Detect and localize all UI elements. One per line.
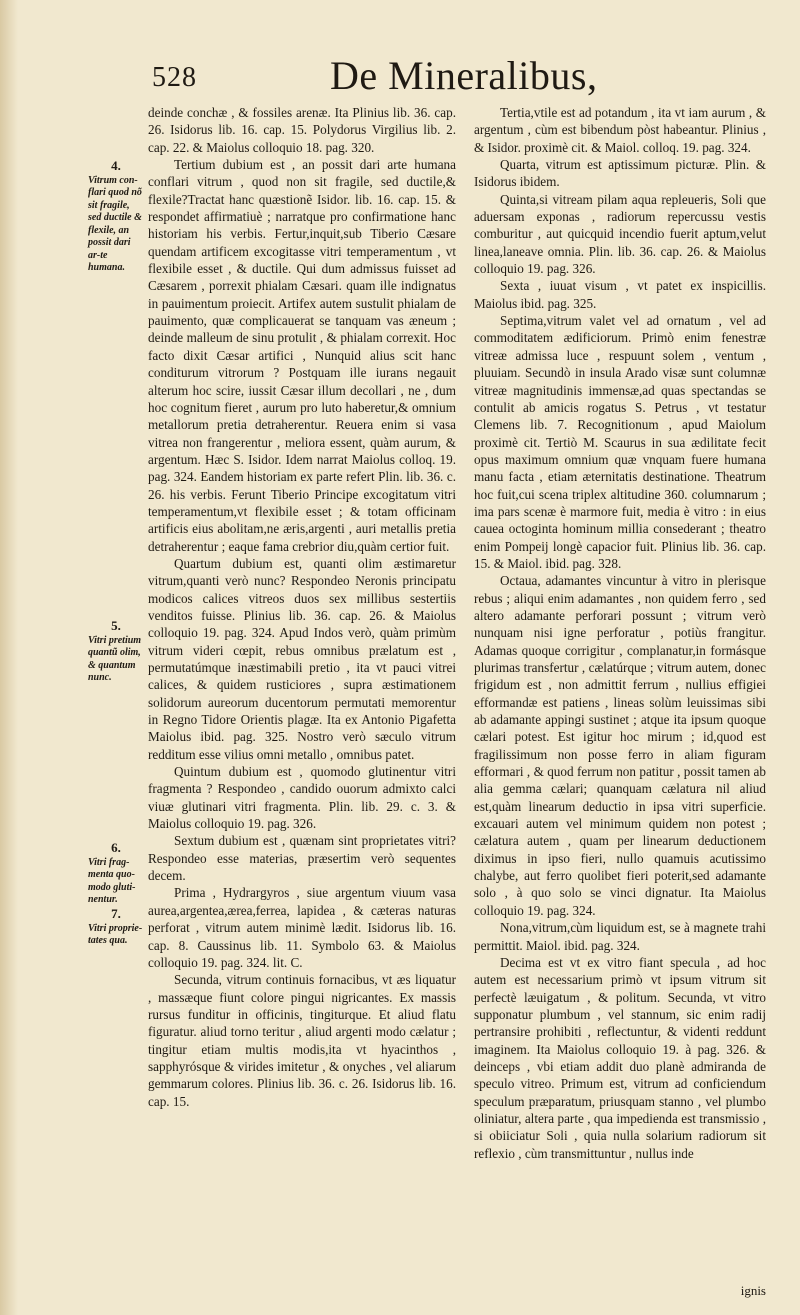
paragraph: Decima est vt ex vitro fiant specula , ad hoc autem est necessarium primò vt ipsum vitrum sit perfectè læuigatum , & politum. Secunda, vt vitro supponatur plumbum , vel stannum, sic enim radij pertransire prohibiti , reflectuntur, & videnti reddunt imaginem. Ita Maiolus colloquio 19. à pag. 326. & deinceps , vbi etiam addit duo planè admiranda de speculo vitreo. Primum est, vitrum ad conficiendum speculum præparatum, priusquam stanno , vel plumbo oliniatur, altera parte , qua impedienda est transmissio , si obiiciatur Soli , quia nulla solarium radiorum sit reflexio , cùm transmittuntur , nullus inde: [474, 954, 766, 1161]
margin-note: [88, 620, 144, 685]
margin-note: [88, 842, 144, 907]
paragraph: Septima,vitrum valet vel ad ornatum , vel ad commoditatem ædificiorum. Primò enim fenestræ vitreæ admissa luce , respuunt solem , ventum , pluuiam. Secundò in insula Arado visæ sunt columnæ vitreæ magnitudinis immensæ,ad quas spectandas se contulit ab amicis rogatus S. Petrus , vt testatur Clemens lib. 7. Recognitionum , apud Maiolum proximè cit. Tertiò M. Scaurus in sua ædilitate fecit opus maximum omnium quæ vnquam fuere humana manu facta , etiam æternitatis destinatione. Theatrum hoc fuit,cui scena triplex altitudine 360. columnarum ; ima pars scenæ è marmore fuit, media è vitro : in eius cauea octoginta hominum millia consederant ; theatro enim Pompeij longè capacior fuit. Plinius lib. 36. cap. 15. & Maiol. ibid. pag. 328.: [474, 313, 766, 571]
paragraph: Sexta , iuuat visum , vt patet ex inspicillis. Maiolus ibid. pag. 325.: [474, 278, 766, 311]
margin-note-number: 4.: [111, 158, 121, 173]
left-column: [148, 104, 456, 1110]
paragraph: Tertium dubium est , an possit dari arte humana conflari vitrum , quod non sit fragile, sed ductile,& flexile?Tractat hanc quæstionẽ Isidor. lib. 16. cap. 15. & respondet affirmatiuè ; narratque pro confirmatione hanc historiam his verbis. Fertur,inquit,sub Tiberio Cæsare quendam artificem excogitasse vitri temperamentum , vt flexibile esset , & ductile. Qui dum admissus fuisset ad Cæsarem , porrexit phialam Cæsari. quam ille indignatus in pauimentum proiecit. Artifex autem sustulit phialam de pauimento, quæ complicauerat se tanquam vas æneum ; deinde malleum de sinu protulit , & phialam correxit. Hoc facto dixit Cæsar artifici , Nunquid alius scit hanc conditurum vitrorum ? Postquam ille iurans negauit alterum hoc scire, iussit Cæsar illum decollari , ne , dum hoc cognitum fieret , aurum pro luto haberetur,& omnium metallorum pretia detraherentur. Reuera enim si vasa vitrea non frangerentur , meliora essent, quàm aurum, & argentum. Hæc S. Isidor. Idem narrat Maiolus colloq. 19. pag. 324. Eandem historiam ex parte refert Plin. lib. 36. c. 26. his verbis. Ferunt Tiberio Principe excogitatum vitri temperamentum,vt flexibile esset ; & totam officinam artificis eius abolitam,ne æris,argenti , auri metallis pretia detraherentur ; eaque fama crebrior diu,quàm certior fuit.: [148, 157, 456, 554]
paragraph: Prima , Hydrargyros , siue argentum viuum vasa aurea,argentea,ærea,ferrea, lapidea , & cæteras naturas perforat , vitrum autem minimè lædit. Isidorus lib. 16. cap. 8. Caussinus lib. 11. Symbolo 63. & Maiolus colloquio 19. pag. 324. lit. C.: [148, 885, 456, 970]
paragraph: Octaua, adamantes vincuntur à vitro in plerisque rebus ; aliqui enim adamantes , non quidem ferro , sed altero adamante perforari possunt ; vitrum verò nunquam nisi igne perforatur , potiùs frangitur. Adamas quoque corrigitur , complanatur,in formásque plurimas transfertur , cælatúrque ; vitrum autem, donec frigidum est , non admittit ferrum , nullius effigiei efformandæ est patiens , lineas solùm leuissimas sibi ab adamante appingi sustinet ; atque ita ipsum quoque cælari potest. Est igitur hoc mirum ; id,quod est fragilissimum non posse ferro in aliam figuram efformari , & quod ferrum non patitur , possit tamen ab alia gemma cælari; quanquam cælatura nil aliud est,quàm linearum deductio in ipsa vitri superficie. excauari autem vel minimum quidem non potest ; cælatura autem , quam per linearum deductionem diximus in ipso fieri, nullo quamuis acutissimo chalybe, aut ferro quolibet fieri poterit,sed adamante solo , à quo solo se vinci dignatur. Ita Maiolus colloquio 19. pag. 324.: [474, 573, 766, 918]
margin-note: [88, 908, 144, 948]
margin-note-text: Vitrum con-flari quod nõ sit fragile, sed ductile & flexile, an possit dari ar-te humana.: [88, 174, 142, 273]
paragraph: Sextum dubium est , quænam sint proprietates vitri? Respondeo esse materias, præsertim verò sequentes decem.: [148, 833, 456, 884]
paragraph: Quartum dubium est, quanti olim æstimaretur vitrum,quanti verò nunc? Respondeo Neronis principatu modicos calices vitreos duos sex millibus sestertiis venditos fuisse. Plinius lib. 36. cap. 26. & Maiolus colloquio 19. pag. 324. Apud Indos verò, quàm primùm vitrum videri cœpit, rebus omnibus prælatum est , permutatúmque inæstimabili pretio , ita vt pauci vitrei calices, & quidem rusticiores , supra æstimationem solidorum aureorum ducentorum permutati memorentur in Regno Tidore Orientis plagæ. Ita ex Antonio Pigafetta Maiolus ibid. pag. 325. Nostro verò sæculo vitrum redditum esse vilius omni metallo , omnibus patet.: [148, 555, 456, 762]
paragraph: deinde conchæ , & fossiles arenæ. Ita Plinius lib. 36. cap. 26. Isidorus lib. 16. cap. 15. Polydorus Virgilius lib. 2. cap. 22. & Maiolus colloquio 18. pag. 320.: [148, 105, 456, 155]
running-head: De Mineralibus,: [330, 53, 598, 98]
paragraph: Quinta,si vitream pilam aqua repleueris, Soli que aduersam exponas , radiorum repercussu vestis comburitur , aut quicquid incendio fuerit aptum,velut linea,laneave omnia. Plin. lib. 36. cap. 26. & Maiolus colloquio 19. pag. 326.: [474, 191, 766, 277]
gutter-shadow: [0, 0, 18, 1315]
page-number: 528: [152, 62, 197, 93]
margin-note-number: 7.: [111, 906, 121, 921]
paragraph: Quarta, vitrum est aptissimum picturæ. Plin. & Isidorus ibidem.: [474, 157, 766, 190]
margin-note-text: Vitri proprie-tates qua.: [88, 922, 143, 946]
margin-note-text: Vitri frag-menta quo-modo gluti-nentur.: [88, 856, 136, 905]
paragraph: Tertia,vtile est ad potandum , ita vt iam aurum , & argentum , cùm est bibendum pòst habeantur. Plinius , & Isidor. proximè cit. & Maiol. colloq. 19. pag. 324.: [474, 105, 766, 155]
paragraph: Quintum dubium est , quomodo glutinentur vitri fragmenta ? Respondeo , candido ouorum admixto calci viuæ glutinari vitri fragmenta. Plin. lib. 29. c. 3. & Maiolus colloquio 19. pag. 326.: [148, 764, 456, 832]
page-header: [140, 52, 610, 102]
right-column: [474, 104, 766, 1162]
margin-note-number: 5.: [111, 618, 121, 633]
margin-note-text: Vitri pretium quantũ olim, & quantum nunc.: [88, 634, 142, 683]
margin-note: [88, 160, 144, 275]
paragraph: Nona,vitrum,cùm liquidum est, se à magnete trahi permittit. Maiol. ibid. pag. 324.: [474, 920, 766, 953]
catchword: ignis: [740, 1283, 766, 1298]
paragraph: Secunda, vitrum continuis fornacibus, vt æs liquatur , massæque fiunt colore pingui nigricantes. Ex massis rursus funditur in officinis, tingiturque. Et aliud flatu figuratur. aliud torno teritur , aliud argenti modo cælatur ; tingitur etiam multis modis,ita vt hyacinthos , sapphyrósque & virides imitetur , & onyches , vel aliarum gemmarum colores. Plinius lib. 36. c. 26. Isidorus lib. 16. cap. 15.: [148, 972, 456, 1109]
margin-note-number: 6.: [111, 840, 121, 855]
